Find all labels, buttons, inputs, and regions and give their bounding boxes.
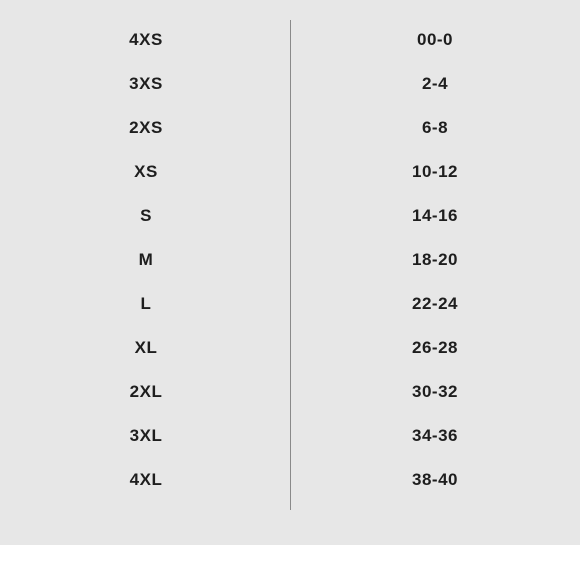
numeric-size-3xs: 2-4: [421, 74, 449, 93]
numeric-size-m: 18-20: [412, 250, 458, 269]
letter-size-2xl: 2XL: [129, 382, 163, 401]
numeric-size-xs: 10-12: [412, 162, 458, 181]
letter-size-4xl: 4XL: [129, 470, 163, 489]
letter-size-3xl: 3XL: [129, 426, 163, 445]
numeric-size-column: [290, 18, 580, 502]
numeric-size-s: 14-16: [412, 206, 458, 225]
numeric-size-2xs: 6-8: [421, 118, 449, 137]
numeric-size-3xl: 34-36: [412, 426, 458, 445]
letter-size-s: S: [140, 206, 152, 225]
numeric-size-l: 22-24: [412, 294, 458, 313]
letter-size-column: [0, 18, 290, 502]
letter-size-3xs: 3XS: [129, 74, 163, 93]
numeric-size-4xs: 00-0: [416, 30, 454, 49]
letter-size-xl: XL: [134, 338, 158, 357]
letter-size-4xs: 4XS: [129, 30, 163, 49]
letter-size-l: L: [140, 294, 152, 313]
numeric-size-4xl: 38-40: [412, 470, 458, 489]
numeric-size-xl: 26-28: [412, 338, 458, 357]
numeric-size-2xl: 30-32: [412, 382, 458, 401]
letter-size-xs: XS: [134, 162, 158, 181]
letter-size-2xs: 2XS: [129, 118, 163, 137]
letter-size-m: M: [138, 250, 154, 269]
